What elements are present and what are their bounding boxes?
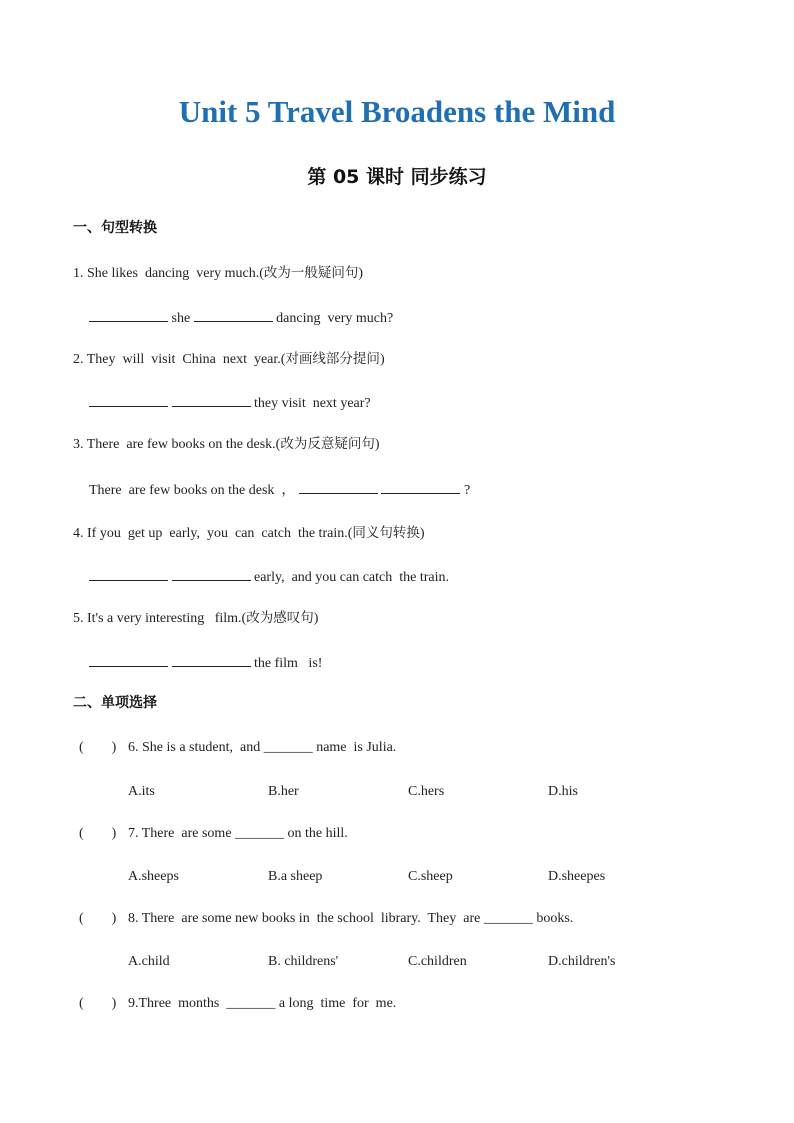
- option-a[interactable]: A.its: [128, 784, 155, 799]
- answer-line-3: [89, 479, 470, 501]
- answer-line-2: [89, 392, 371, 414]
- answer-line-5: [89, 652, 322, 674]
- answer-text: dancing very much?: [272, 311, 394, 326]
- answer-blank[interactable]: [89, 652, 168, 667]
- page-subtitle: 第 05 课时 同步练习: [307, 166, 487, 188]
- option-d[interactable]: D.children's: [548, 954, 616, 969]
- option-c[interactable]: C.hers: [408, 784, 445, 799]
- section-heading-sentence-transform: 一、句型转换: [73, 220, 157, 236]
- section-heading-multiple-choice: 二、单项选择: [73, 695, 157, 711]
- question-text: 5. It's a very interesting film.(: [73, 611, 247, 626]
- question-1: [73, 263, 363, 284]
- answer-blank[interactable]: [172, 566, 251, 581]
- mc-question-6: 6. She is a student, and _______ name is Julia.: [128, 740, 397, 755]
- question-instruction: 改为反意疑问句: [280, 436, 375, 452]
- question-instruction: 改为一般疑问句: [263, 265, 359, 281]
- answer-blank[interactable]: [172, 652, 251, 667]
- question-text: 3. There are few books on the desk.(: [73, 437, 281, 452]
- answer-paren[interactable]: ( ): [79, 826, 117, 841]
- answer-blank[interactable]: [89, 392, 168, 407]
- question-close: ): [374, 437, 380, 452]
- option-d[interactable]: D.his: [548, 784, 578, 799]
- answer-text: early, and you can catch the train.: [250, 570, 450, 585]
- question-text: 1. She likes dancing very much.(: [73, 266, 264, 281]
- answer-paren[interactable]: ( ): [79, 911, 117, 926]
- question-close: ): [379, 352, 385, 367]
- page-title: Unit 5 Travel Broadens the Mind: [178, 94, 616, 129]
- answer-blank[interactable]: [172, 392, 251, 407]
- mc-question-7: 7. There are some _______ on the hill.: [128, 826, 348, 841]
- question-2: [73, 349, 385, 370]
- question-close: ): [313, 611, 319, 626]
- option-c[interactable]: C.children: [408, 954, 467, 969]
- question-3: [73, 434, 380, 455]
- option-a[interactable]: A.child: [128, 954, 170, 969]
- mc-question-9: 9.Three months _______ a long time for me.: [128, 996, 397, 1011]
- question-4: [73, 523, 425, 544]
- question-text: 4. If you get up early, you can catch the train.(: [73, 526, 353, 541]
- question-instruction: 改为感叹句: [246, 610, 314, 626]
- question-close: ): [419, 526, 425, 541]
- answer-blank[interactable]: [194, 307, 273, 322]
- question-5: [73, 608, 318, 629]
- option-b[interactable]: B. childrens': [268, 954, 339, 969]
- option-a[interactable]: A.sheeps: [128, 869, 179, 884]
- option-c[interactable]: C.sheep: [408, 869, 453, 884]
- answer-text: There are few books on the desk ，: [89, 483, 296, 498]
- answer-blank[interactable]: [299, 479, 378, 494]
- answer-line-4: [89, 566, 449, 588]
- option-b[interactable]: B.a sheep: [268, 869, 323, 884]
- question-text: 2. They will visit China next year.(: [73, 352, 286, 367]
- answer-text: the film is!: [250, 656, 323, 671]
- answer-blank[interactable]: [89, 307, 168, 322]
- mc-question-8: 8. There are some new books in the school library. They are _______ books.: [128, 911, 574, 926]
- answer-text: she: [168, 311, 194, 326]
- question-instruction: 对画线部分提问: [285, 351, 380, 367]
- answer-text: they visit next year?: [250, 396, 371, 411]
- answer-text: ?: [460, 483, 471, 498]
- answer-paren[interactable]: ( ): [79, 740, 117, 755]
- answer-blank[interactable]: [89, 566, 168, 581]
- answer-blank[interactable]: [381, 479, 460, 494]
- option-b[interactable]: B.her: [268, 784, 299, 799]
- answer-line-1: [89, 307, 393, 329]
- answer-paren[interactable]: ( ): [79, 996, 117, 1011]
- question-instruction: 同义句转换: [352, 525, 420, 541]
- option-d[interactable]: D.sheepes: [548, 869, 606, 884]
- question-close: ): [358, 266, 364, 281]
